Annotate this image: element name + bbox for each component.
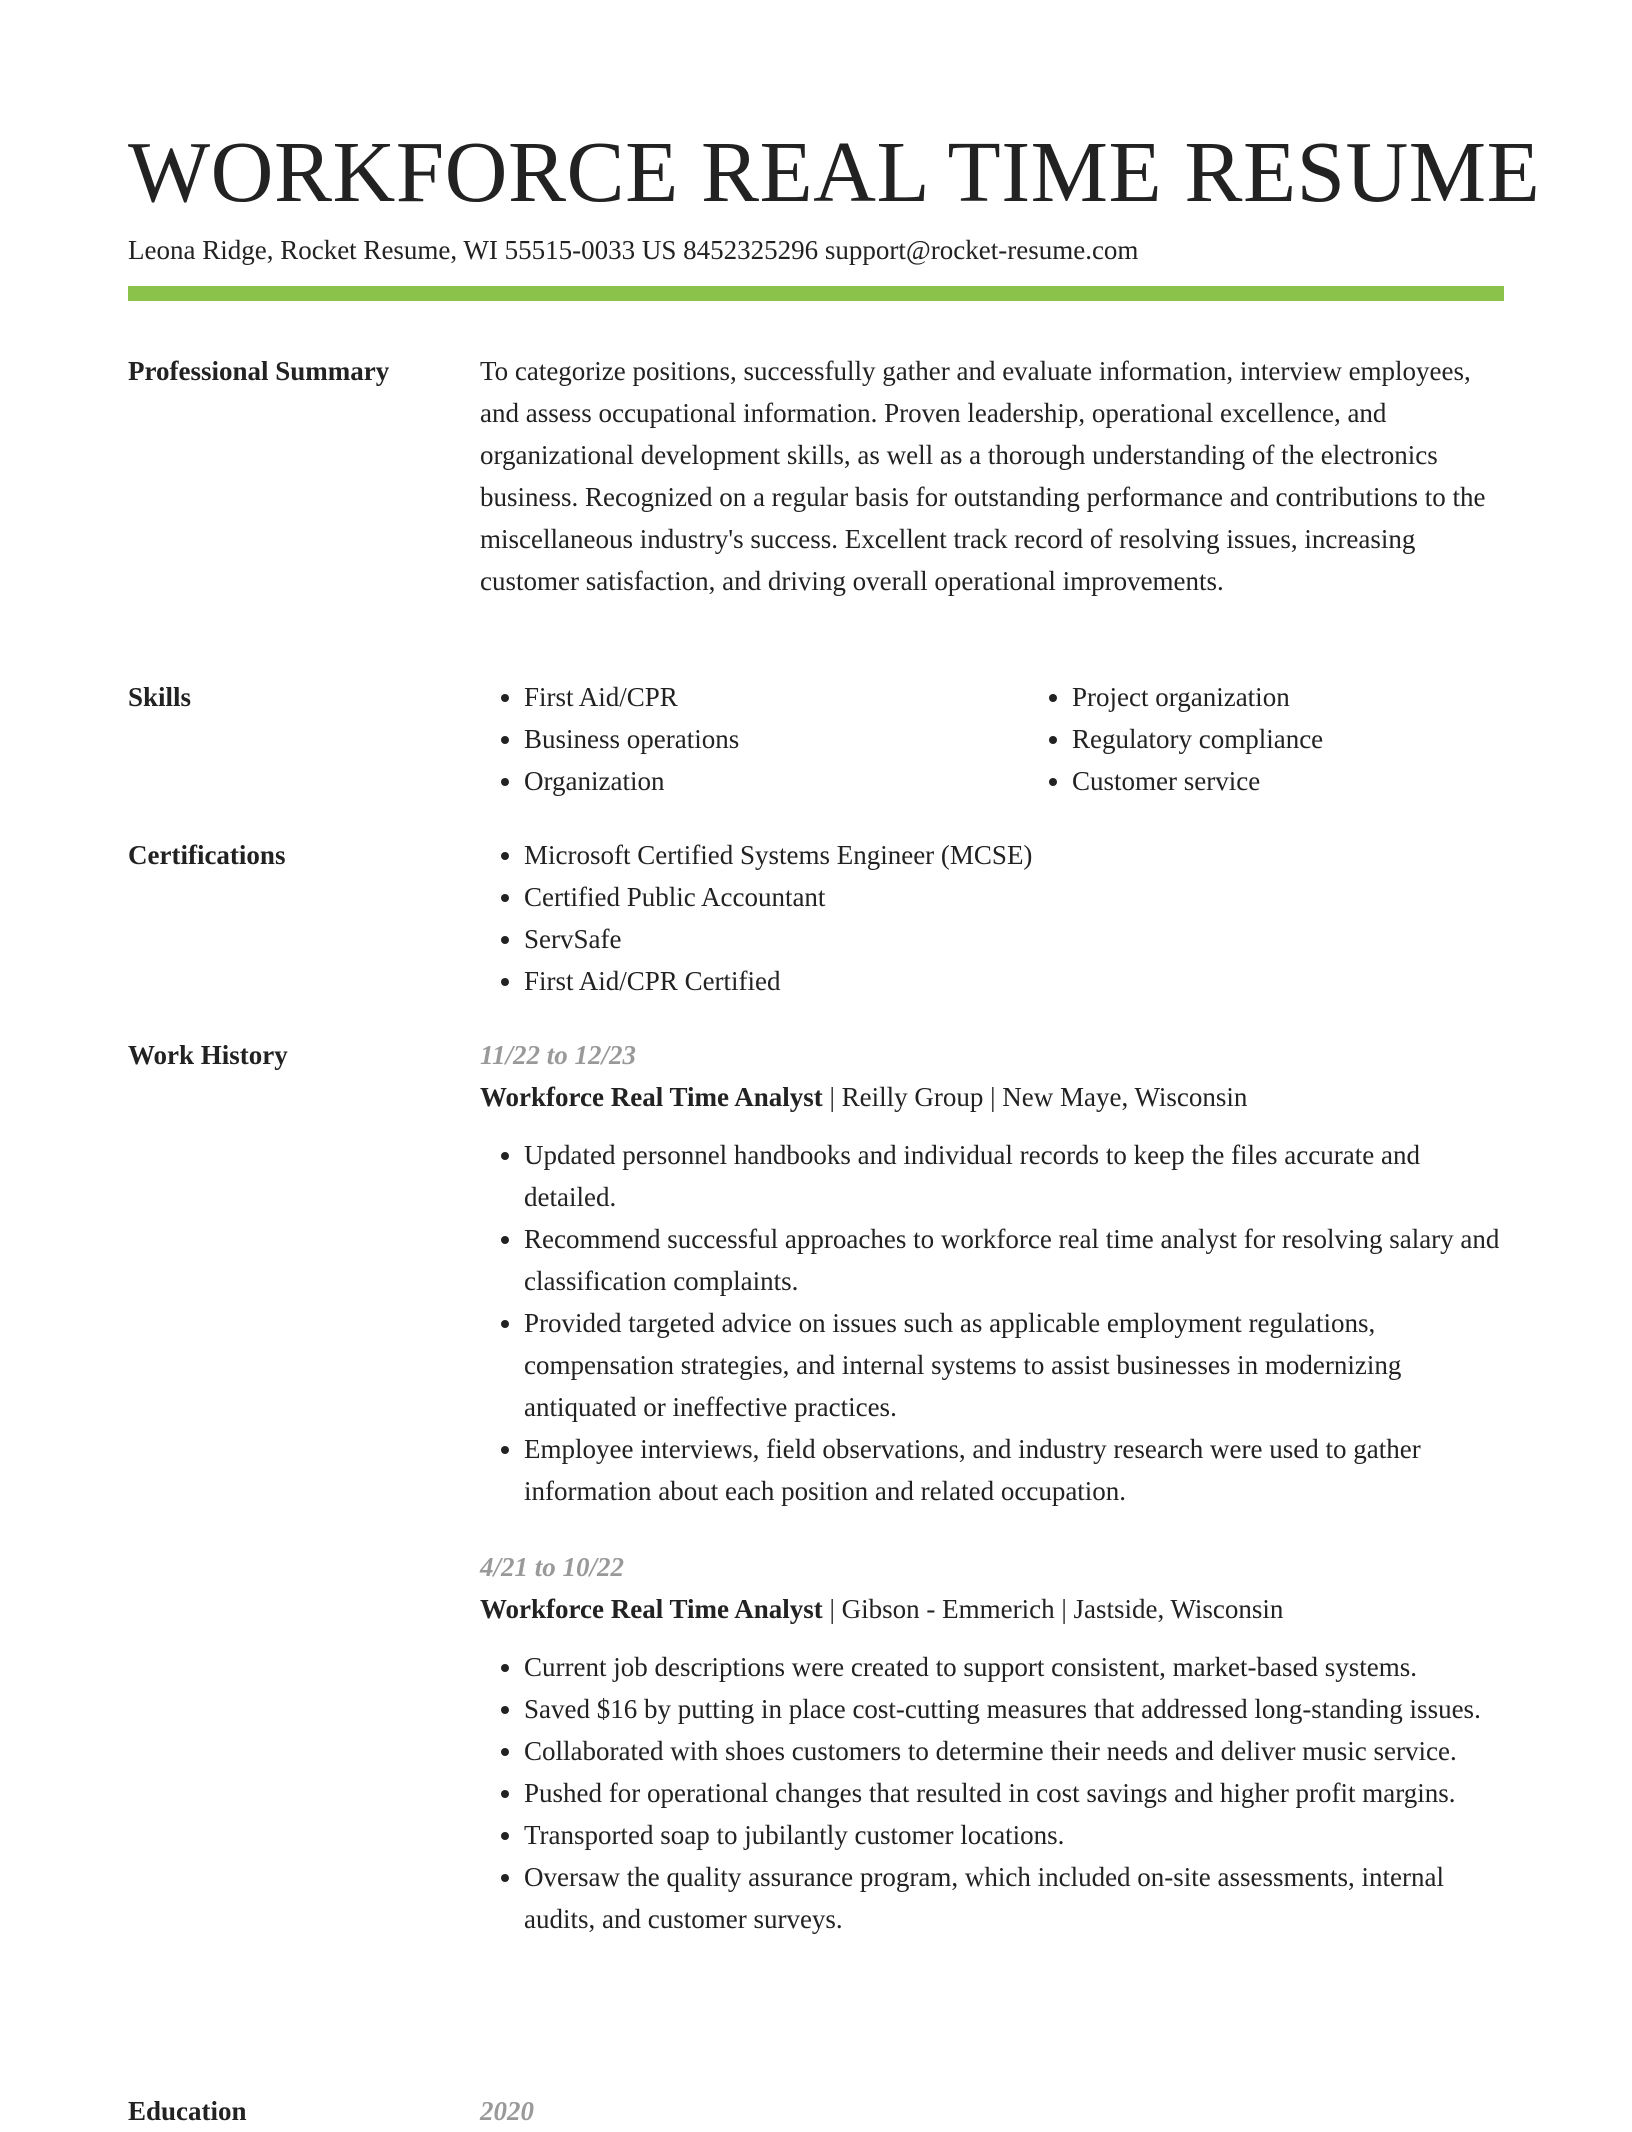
- skill-item: • Organization: [524, 760, 984, 802]
- job-details: | Reilly Group | New Maye, Wisconsin: [822, 1082, 1248, 1112]
- certifications-list: [480, 834, 1510, 1002]
- section-title-skills: Skills: [128, 682, 192, 712]
- job-bullet: • Collaborated with shoes customers to determine their needs and deliver music service.: [524, 1730, 1510, 1772]
- job-title: Workforce Real Time Analyst: [480, 1594, 823, 1624]
- job-dates: 4/21 to 10/22: [480, 1552, 625, 1582]
- job-dates: 11/22 to 12/23: [480, 1040, 637, 1070]
- job-bullet: • Updated personnel handbooks and individual records to keep the files accurate and detailed.: [524, 1134, 1510, 1218]
- skills-column-right: [1028, 676, 1532, 802]
- certification-item: • Microsoft Certified Systems Engineer (MCSE): [524, 834, 1510, 876]
- job-title: Workforce Real Time Analyst: [480, 1082, 823, 1112]
- certification-item: • ServSafe: [524, 918, 1510, 960]
- job-heading: [480, 1588, 1510, 1630]
- job-bullet: • Recommend successful approaches to workforce real time analyst for resolving salary and classification complaints.: [524, 1218, 1510, 1302]
- job-entry: [480, 1546, 1510, 1940]
- contact-line: Leona Ridge, Rocket Resume, WI 55515-0033 US 8452325296 support@rocket-resume.com: [128, 235, 1139, 265]
- job-bullet: • Transported soap to jubilantly customer locations.: [524, 1814, 1510, 1856]
- section-title-work-history: Work History: [128, 1040, 288, 1070]
- job-bullet: • Provided targeted advice on issues such as applicable employment regulations, compensation strategies, and internal systems to assist businesses in modernizing antiquated or ineffective practices.: [524, 1302, 1510, 1428]
- resume-name: WORKFORCE REAL TIME RESUME: [128, 123, 1541, 220]
- section-title-certifications: Certifications: [128, 840, 286, 870]
- education-dates: 2020: [480, 2096, 534, 2126]
- skills-list: [480, 676, 1510, 802]
- skills-column-left: [480, 676, 984, 802]
- section-title-summary: Professional Summary: [128, 356, 390, 386]
- job-entry: [480, 1034, 1510, 1512]
- skill-item: • Regulatory compliance: [1072, 718, 1532, 760]
- skill-item: • First Aid/CPR: [524, 676, 984, 718]
- certification-item: • Certified Public Accountant: [524, 876, 1510, 918]
- skill-item: • Project organization: [1072, 676, 1532, 718]
- job-details: | Gibson - Emmerich | Jastside, Wisconsin: [822, 1594, 1284, 1624]
- job-bullet: • Pushed for operational changes that resulted in cost savings and higher profit margins.: [524, 1772, 1510, 1814]
- skill-item: • Customer service: [1072, 760, 1532, 802]
- certification-item: • First Aid/CPR Certified: [524, 960, 1510, 1002]
- job-bullet: • Oversaw the quality assurance program, which included on-site assessments, internal audits, and customer surveys.: [524, 1856, 1510, 1940]
- job-bullets: [480, 1134, 1510, 1512]
- header-divider: [128, 286, 1504, 301]
- work-history: [480, 1034, 1510, 1974]
- job-heading: [480, 1076, 1510, 1118]
- job-bullet: • Saved $16 by putting in place cost-cutting measures that addressed long-standing issues.: [524, 1688, 1510, 1730]
- skill-item: • Business operations: [524, 718, 984, 760]
- job-bullet: • Current job descriptions were created to support consistent, market-based systems.: [524, 1646, 1510, 1688]
- summary-text: To categorize positions, successfully gather and evaluate information, interview employees, and assess occupational information. Proven leadership, operational excellence, and organizational development skills, as well as a thorough understanding of the electronics business. Recognized on a regular basis for outstanding performance and contributions to the miscellaneous industry's success. Excellent track record of resolving issues, increasing customer satisfaction, and driving overall operational improvements.: [480, 356, 1486, 596]
- section-title-education: Education: [128, 2096, 247, 2126]
- job-bullets: [480, 1646, 1510, 1940]
- job-bullet: • Employee interviews, field observations, and industry research were used to gather information about each position and related occupation.: [524, 1428, 1510, 1512]
